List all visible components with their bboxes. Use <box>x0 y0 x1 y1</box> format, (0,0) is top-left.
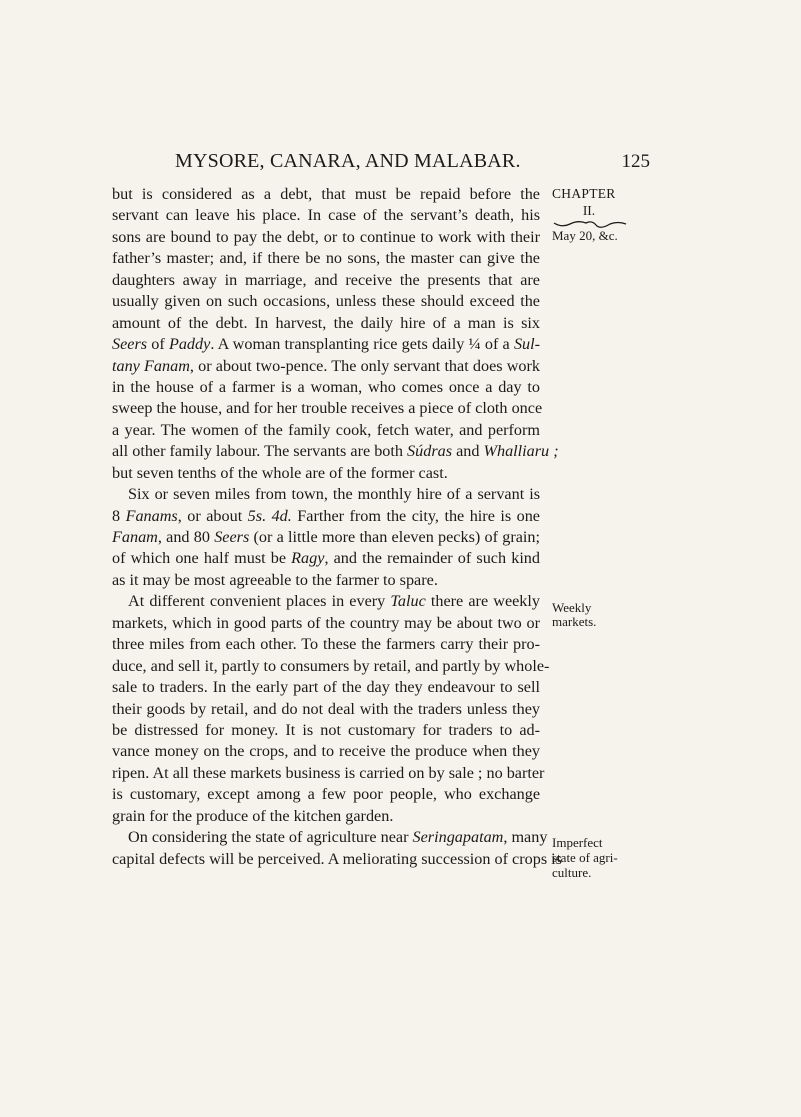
text-line: Six or seven miles from town, the monthly hire of a servant is <box>128 485 540 504</box>
text-line: usually given on such occasions, unless these should exceed the <box>112 292 540 311</box>
text-line: a year. The women of the family cook, fetch water, and perform <box>112 420 540 439</box>
text-line: 8 Fanams, or about 5s. 4d. Farther from the city, the hire is one <box>112 506 540 525</box>
chapter-number: II. <box>582 203 596 218</box>
text-line: Seers of Paddy. A woman transplanting rice gets daily ¼ of a Sul- <box>112 335 541 354</box>
text-line: Fanam, and 80 Seers (or a little more than eleven pecks) of grain; <box>112 528 540 546</box>
text-line: markets, which in good parts of the country may be about two or <box>112 613 540 632</box>
text-line: be distressed for money. It is not customary for traders to ad- <box>112 720 540 739</box>
text-line: as it may be most agreeable to the farmer to spare. <box>112 570 438 589</box>
text-line: tany Fanam, or about two-pence. The only servant that does work <box>112 356 540 375</box>
margin-note-state: state of agri- <box>552 850 618 865</box>
margin-note-markets: markets. <box>552 614 597 629</box>
margin-note-culture: culture. <box>552 865 592 880</box>
text-line: but is considered as a debt, that must be repaid before the <box>112 185 540 203</box>
text-line: duce, and sell it, partly to consumers by retail, and partly by whole- <box>112 656 550 675</box>
text-line: all other family labour. The servants are both Súdras and Whalliaru ; <box>112 442 559 461</box>
margin-note-imperfect: Imperfect <box>552 835 603 850</box>
text-line: in the house of a farmer is a woman, who comes once a day to <box>112 377 540 396</box>
text-line: sons are bound to pay the debt, or to continue to work with their <box>112 227 540 246</box>
text-line: On considering the state of agriculture near Seringapatam, many <box>128 828 548 847</box>
text-line: three miles from each other. To these the farmers carry their pro- <box>112 635 540 654</box>
chapter-label: CHAPTER <box>552 186 616 201</box>
text-line: sweep the house, and for her trouble receives a piece of cloth once <box>112 399 543 418</box>
text-line: amount of the debt. In harvest, the daily hire of a man is six <box>112 313 540 332</box>
body-text <box>112 184 562 870</box>
text-line: daughters away in marriage, and receive the presents that are <box>112 270 540 289</box>
text-line: of which one half must be Ragy, and the remainder of such kind <box>112 549 540 568</box>
text-line: is customary, except among a few poor people, who exchange <box>112 785 540 804</box>
text-line: their goods by retail, and do not deal with the traders unless they <box>112 699 540 718</box>
page-header <box>175 150 650 173</box>
text-line: vance money on the crops, and to receive the produce when they <box>112 742 540 761</box>
text-line: capital defects will be perceived. A meliorating succession of crops is <box>112 849 562 868</box>
text-line: ripen. At all these markets business is carried on by sale ; no barter <box>112 763 545 782</box>
page-number: 125 <box>621 151 650 172</box>
margin-note-weekly: Weekly <box>552 600 592 615</box>
text-line: servant can leave his place. In case of the servant’s death, his <box>112 206 540 225</box>
text-line: sale to traders. In the early part of the day they endeavour to sell <box>112 678 540 697</box>
text-line: father’s master; and, if there be no sons, the master can give the <box>112 249 540 268</box>
text-line: At different convenient places in every Taluc there are weekly <box>128 592 540 611</box>
text-line: grain for the produce of the kitchen garden. <box>112 806 394 825</box>
margin-date: May 20, &c. <box>552 228 618 243</box>
text-line: but seven tenths of the whole are of the former cast. <box>112 463 448 482</box>
fraction: ¼ <box>468 335 481 354</box>
running-title: MYSORE, CANARA, AND MALABAR. <box>175 150 521 172</box>
